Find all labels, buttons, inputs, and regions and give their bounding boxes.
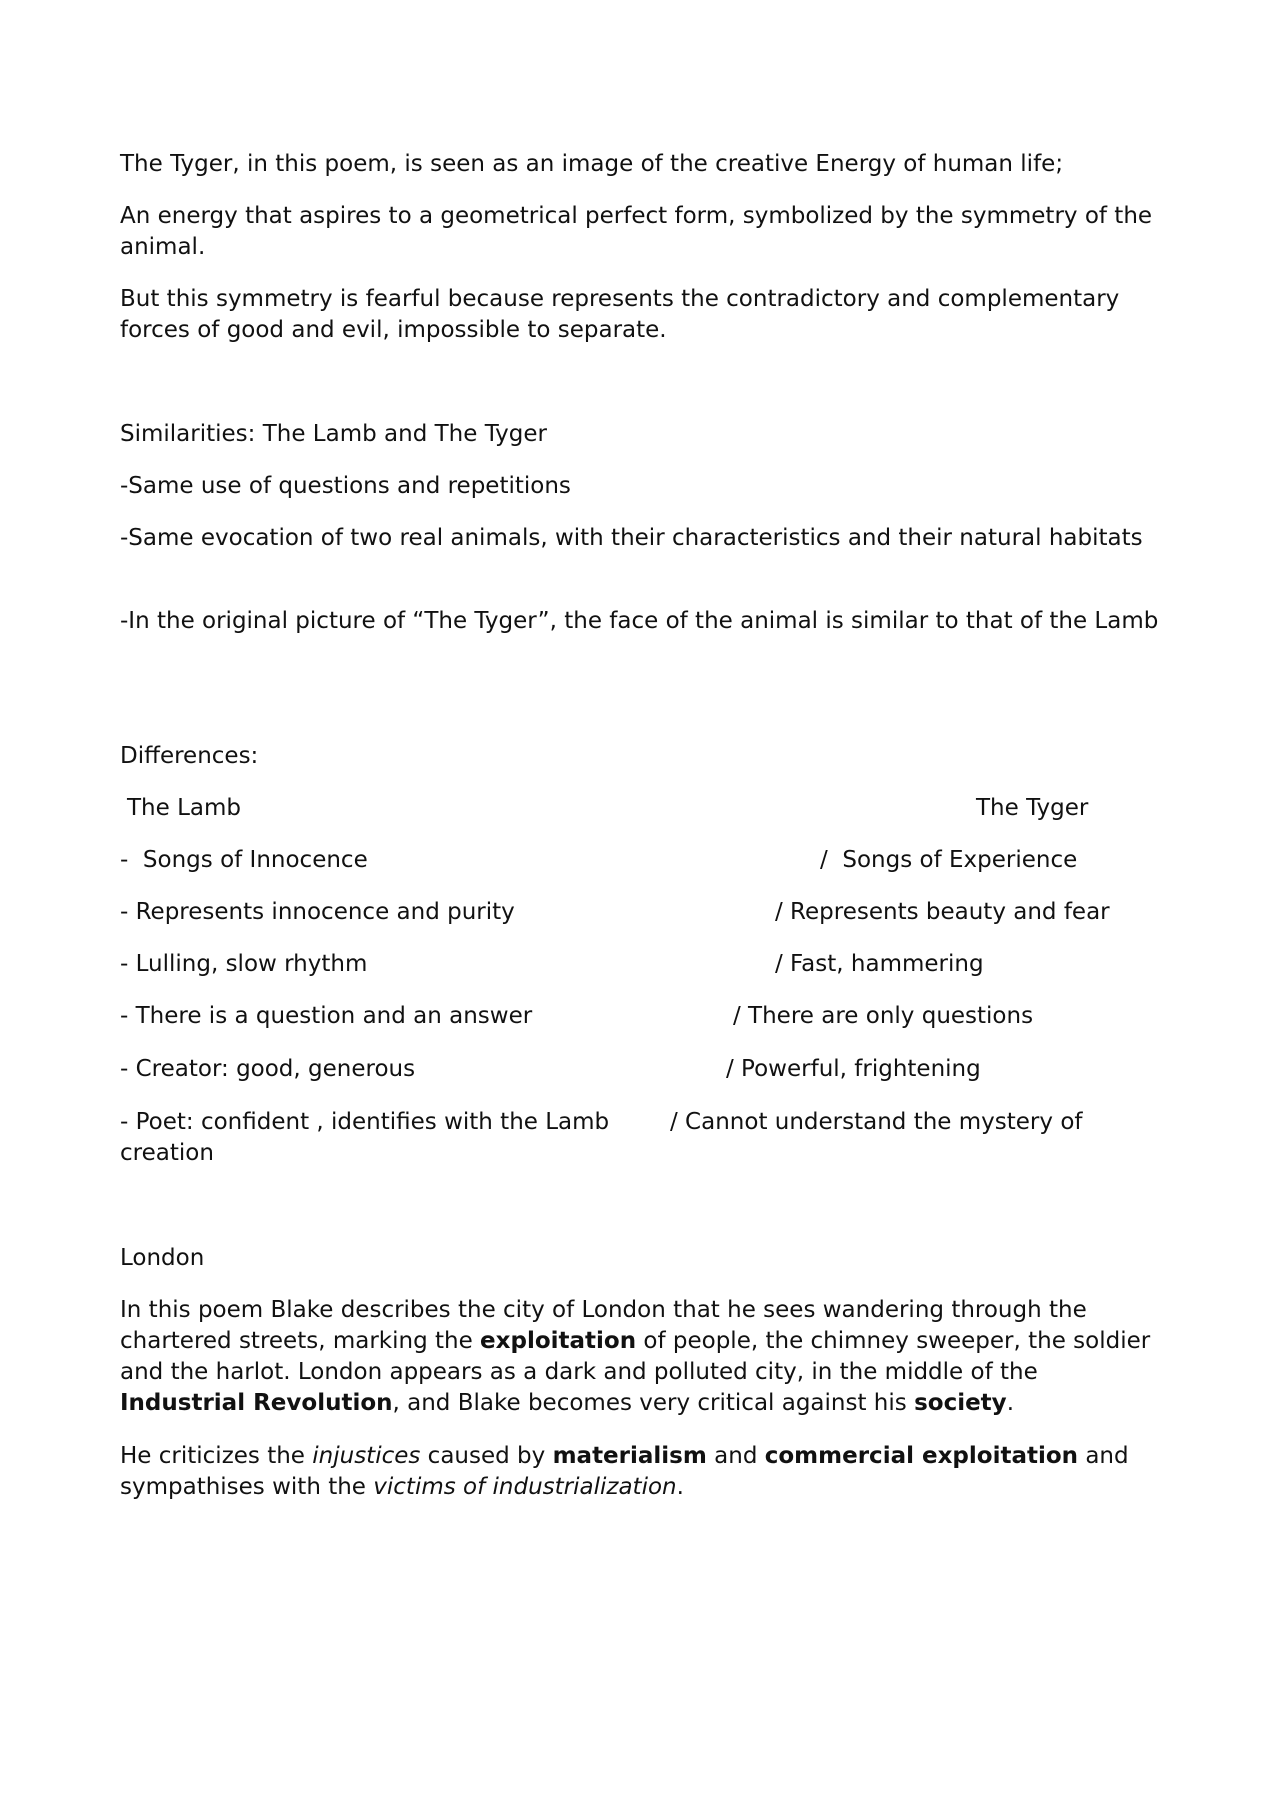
difference-tyger-cell: / Powerful, frightening xyxy=(726,1056,981,1082)
similarity-item: -In the original picture of “The Tyger”, the face of the animal is similar to that of the Lamb xyxy=(120,608,1159,634)
difference-tyger-cell: / Represents beauty and fear xyxy=(775,899,1110,925)
london-paragraph-2: He criticizes the injustices caused by materialism and commercial exploitation and sympathises with the victims of industrialization. xyxy=(120,1443,1129,1500)
intro-paragraph-1: The Tyger, in this poem, is seen as an image of the creative Energy of human life; xyxy=(120,151,1064,177)
difference-lamb-cell: - Creator: good, generous xyxy=(120,1056,416,1082)
intro-paragraph-3: But this symmetry is fearful because represents the contradictory and complementary forces of good and evil, impossible to separate. xyxy=(120,286,1120,343)
emphasis-materialism: materialism xyxy=(552,1443,707,1469)
difference-tyger-cell: / There are only questions xyxy=(733,1003,1034,1029)
column-header-tyger: The Tyger xyxy=(976,795,1089,821)
column-header-lamb: The Lamb xyxy=(127,795,242,821)
similarities-heading: Similarities: The Lamb and The Tyger xyxy=(120,421,547,447)
emphasis-industrial-revolution: Industrial Revolution xyxy=(120,1390,393,1416)
differences-heading: Differences: xyxy=(120,743,259,769)
emphasis-commercial-exploitation: commercial exploitation xyxy=(764,1443,1079,1469)
emphasis-injustices: injustices xyxy=(312,1443,421,1469)
similarity-item: -Same evocation of two real animals, with their characteristics and their natural habitats xyxy=(120,525,1143,551)
emphasis-society: society xyxy=(914,1390,1007,1416)
difference-tyger-cell: / Cannot understand the mystery of xyxy=(670,1109,1083,1135)
difference-tyger-cell: / Songs of Experience xyxy=(820,847,1078,873)
difference-lamb-cell: - Represents innocence and purity xyxy=(120,899,515,925)
emphasis-exploitation: exploitation xyxy=(480,1328,637,1354)
similarity-item: -Same use of questions and repetitions xyxy=(120,473,571,499)
difference-lamb-cell: - There is a question and an answer xyxy=(120,1003,533,1029)
intro-paragraph-2: An energy that aspires to a geometrical perfect form, symbolized by the symmetry of the animal. xyxy=(120,203,1153,260)
london-paragraph-1: In this poem Blake describes the city of London that he sees wandering through the chartered streets, marking the exploitation of people, the chimney sweeper, the soldier and the harlot. London appears as a dark and polluted city, in the middle of the Industrial Revolution, and Blake becomes very critical against his society. xyxy=(120,1297,1151,1416)
difference-row-continuation: creation xyxy=(120,1140,214,1166)
difference-lamb-cell: - Lulling, slow rhythm xyxy=(120,951,368,977)
emphasis-victims: victims of industrialization xyxy=(373,1474,677,1500)
difference-lamb-cell: - Songs of Innocence xyxy=(120,847,368,873)
difference-lamb-cell: - Poet: confident , identifies with the Lamb xyxy=(120,1109,610,1135)
london-heading: London xyxy=(120,1245,205,1271)
difference-tyger-cell: / Fast, hammering xyxy=(775,951,984,977)
